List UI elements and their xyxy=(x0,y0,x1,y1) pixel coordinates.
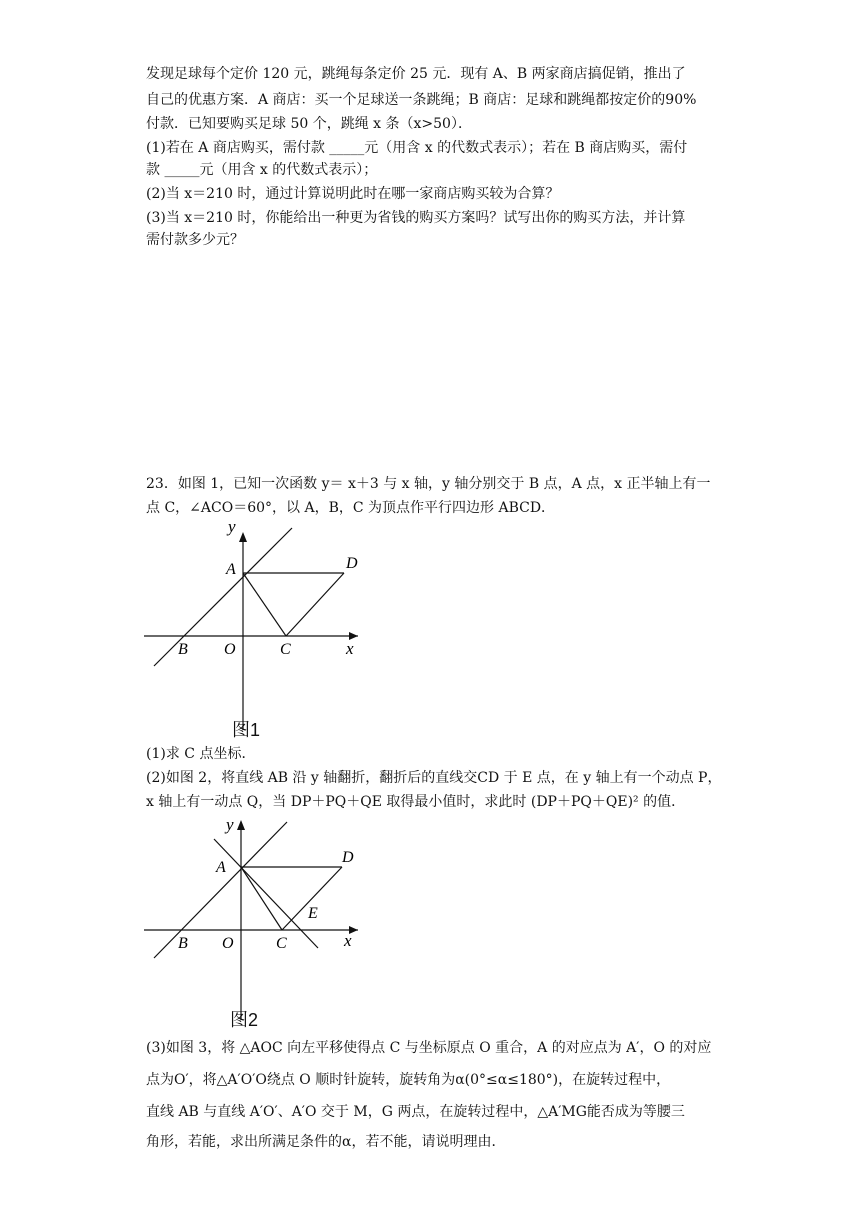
fig1-label-a: A xyxy=(226,561,236,578)
fig2-label-a: A xyxy=(216,859,226,876)
fig2-label-b: B xyxy=(178,935,188,952)
y-axis-arrow xyxy=(239,532,247,542)
q22-line-1: 发现足球每个定价 120 元，跳绳每条定价 25 元．现有 A、B 两家商店搞促销，推出了 xyxy=(146,66,686,82)
segment-ac xyxy=(241,867,282,930)
q23-part1: (1)求 C 点坐标． xyxy=(146,746,256,762)
fig1-label-o: O xyxy=(224,641,236,658)
fig2-label-x: x xyxy=(344,931,352,950)
q23-intro-line-2: 点 C，∠ACO＝60°，以 A，B，C 为顶点作平行四边形 ABCD． xyxy=(146,500,556,516)
segment-cd xyxy=(286,573,344,636)
fig1-label-d: D xyxy=(346,555,358,572)
q22-line-4: (1)若在 A 商店购买，需付款 _____元（用含 x 的代数式表示）；若在 B 商店购买，需付 xyxy=(146,140,688,156)
fig1-label-b: B xyxy=(178,641,188,658)
q22-line-6: (2)当 x＝210 时，通过计算说明此时在哪一家商店购买较为合算？ xyxy=(146,186,560,202)
fig2-label-c: C xyxy=(276,935,287,952)
q22-line-5: 款 _____元（用含 x 的代数式表示）； xyxy=(146,162,378,178)
q22-line-7: (3)当 x＝210 时，你能给出一种更为省钱的购买方案吗？试写出你的购买方法，并计算 xyxy=(146,210,686,226)
q23-part3-line-3: 直线 AB 与直线 A′O′、A′O 交于 M，G 两点，在旋转过程中，△A′MG能否成为等腰三 xyxy=(146,1104,685,1120)
q22-line-8: 需付款多少元？ xyxy=(146,232,244,248)
folded-line xyxy=(214,839,318,948)
fig1-label-c: C xyxy=(280,641,291,658)
figure-2 xyxy=(140,814,380,1040)
q23-part3-line-2: 点为O′，将△A′O′O绕点 O 顺时针旋转，旋转角为α(0°≤α≤180°)，在旋转过程中， xyxy=(146,1072,671,1088)
q23-part2-line-2: x 轴上有一动点 Q，当 DP＋PQ＋QE 取得最小值时，求此时 (DP＋PQ＋QE)² 的值． xyxy=(146,794,686,810)
q22-line-2: 自己的优惠方案．A 商店：买一个足球送一条跳绳；B 商店：足球和跳绳都按定价的90% xyxy=(146,92,697,108)
fig1-label-x: x xyxy=(346,639,354,658)
line-ab xyxy=(154,528,292,666)
fig2-label-o: O xyxy=(222,935,234,952)
q23-part2-line-1: (2)如图 2，将直线 AB 沿 y 轴翻折，翻折后的直线交CD 于 E 点，在 y 轴上有一个动点 P， xyxy=(146,770,722,786)
figure-2-caption: 图2 xyxy=(230,1010,259,1030)
fig2-label-d: D xyxy=(342,849,354,866)
fig2-label-e: E xyxy=(308,905,318,922)
q23-part3-line-4: 角形，若能，求出所满足条件的α，若不能，请说明理由． xyxy=(146,1134,506,1150)
fig1-label-y: y xyxy=(228,518,236,536)
fig2-label-y: y xyxy=(226,815,234,834)
segment-ac xyxy=(243,573,286,636)
figure-1-caption: 图1 xyxy=(232,720,261,740)
line-ab xyxy=(154,822,287,958)
q23-intro-line-1: 23．如图 1，已知一次函数 y＝ x＋3 与 x 轴，y 轴分别交于 B 点，A 点，x 正半轴上有一 xyxy=(146,476,711,492)
q23-part3-line-1: (3)如图 3，将 △AOC 向左平移使得点 C 与坐标原点 O 重合，A 的对应点为 A′，O 的对应 xyxy=(146,1040,712,1056)
figure-1 xyxy=(140,518,380,740)
y-axis-arrow xyxy=(237,820,245,830)
q22-line-3: 付款．已知要购买足球 50 个，跳绳 x 条（x>50）． xyxy=(146,116,472,132)
